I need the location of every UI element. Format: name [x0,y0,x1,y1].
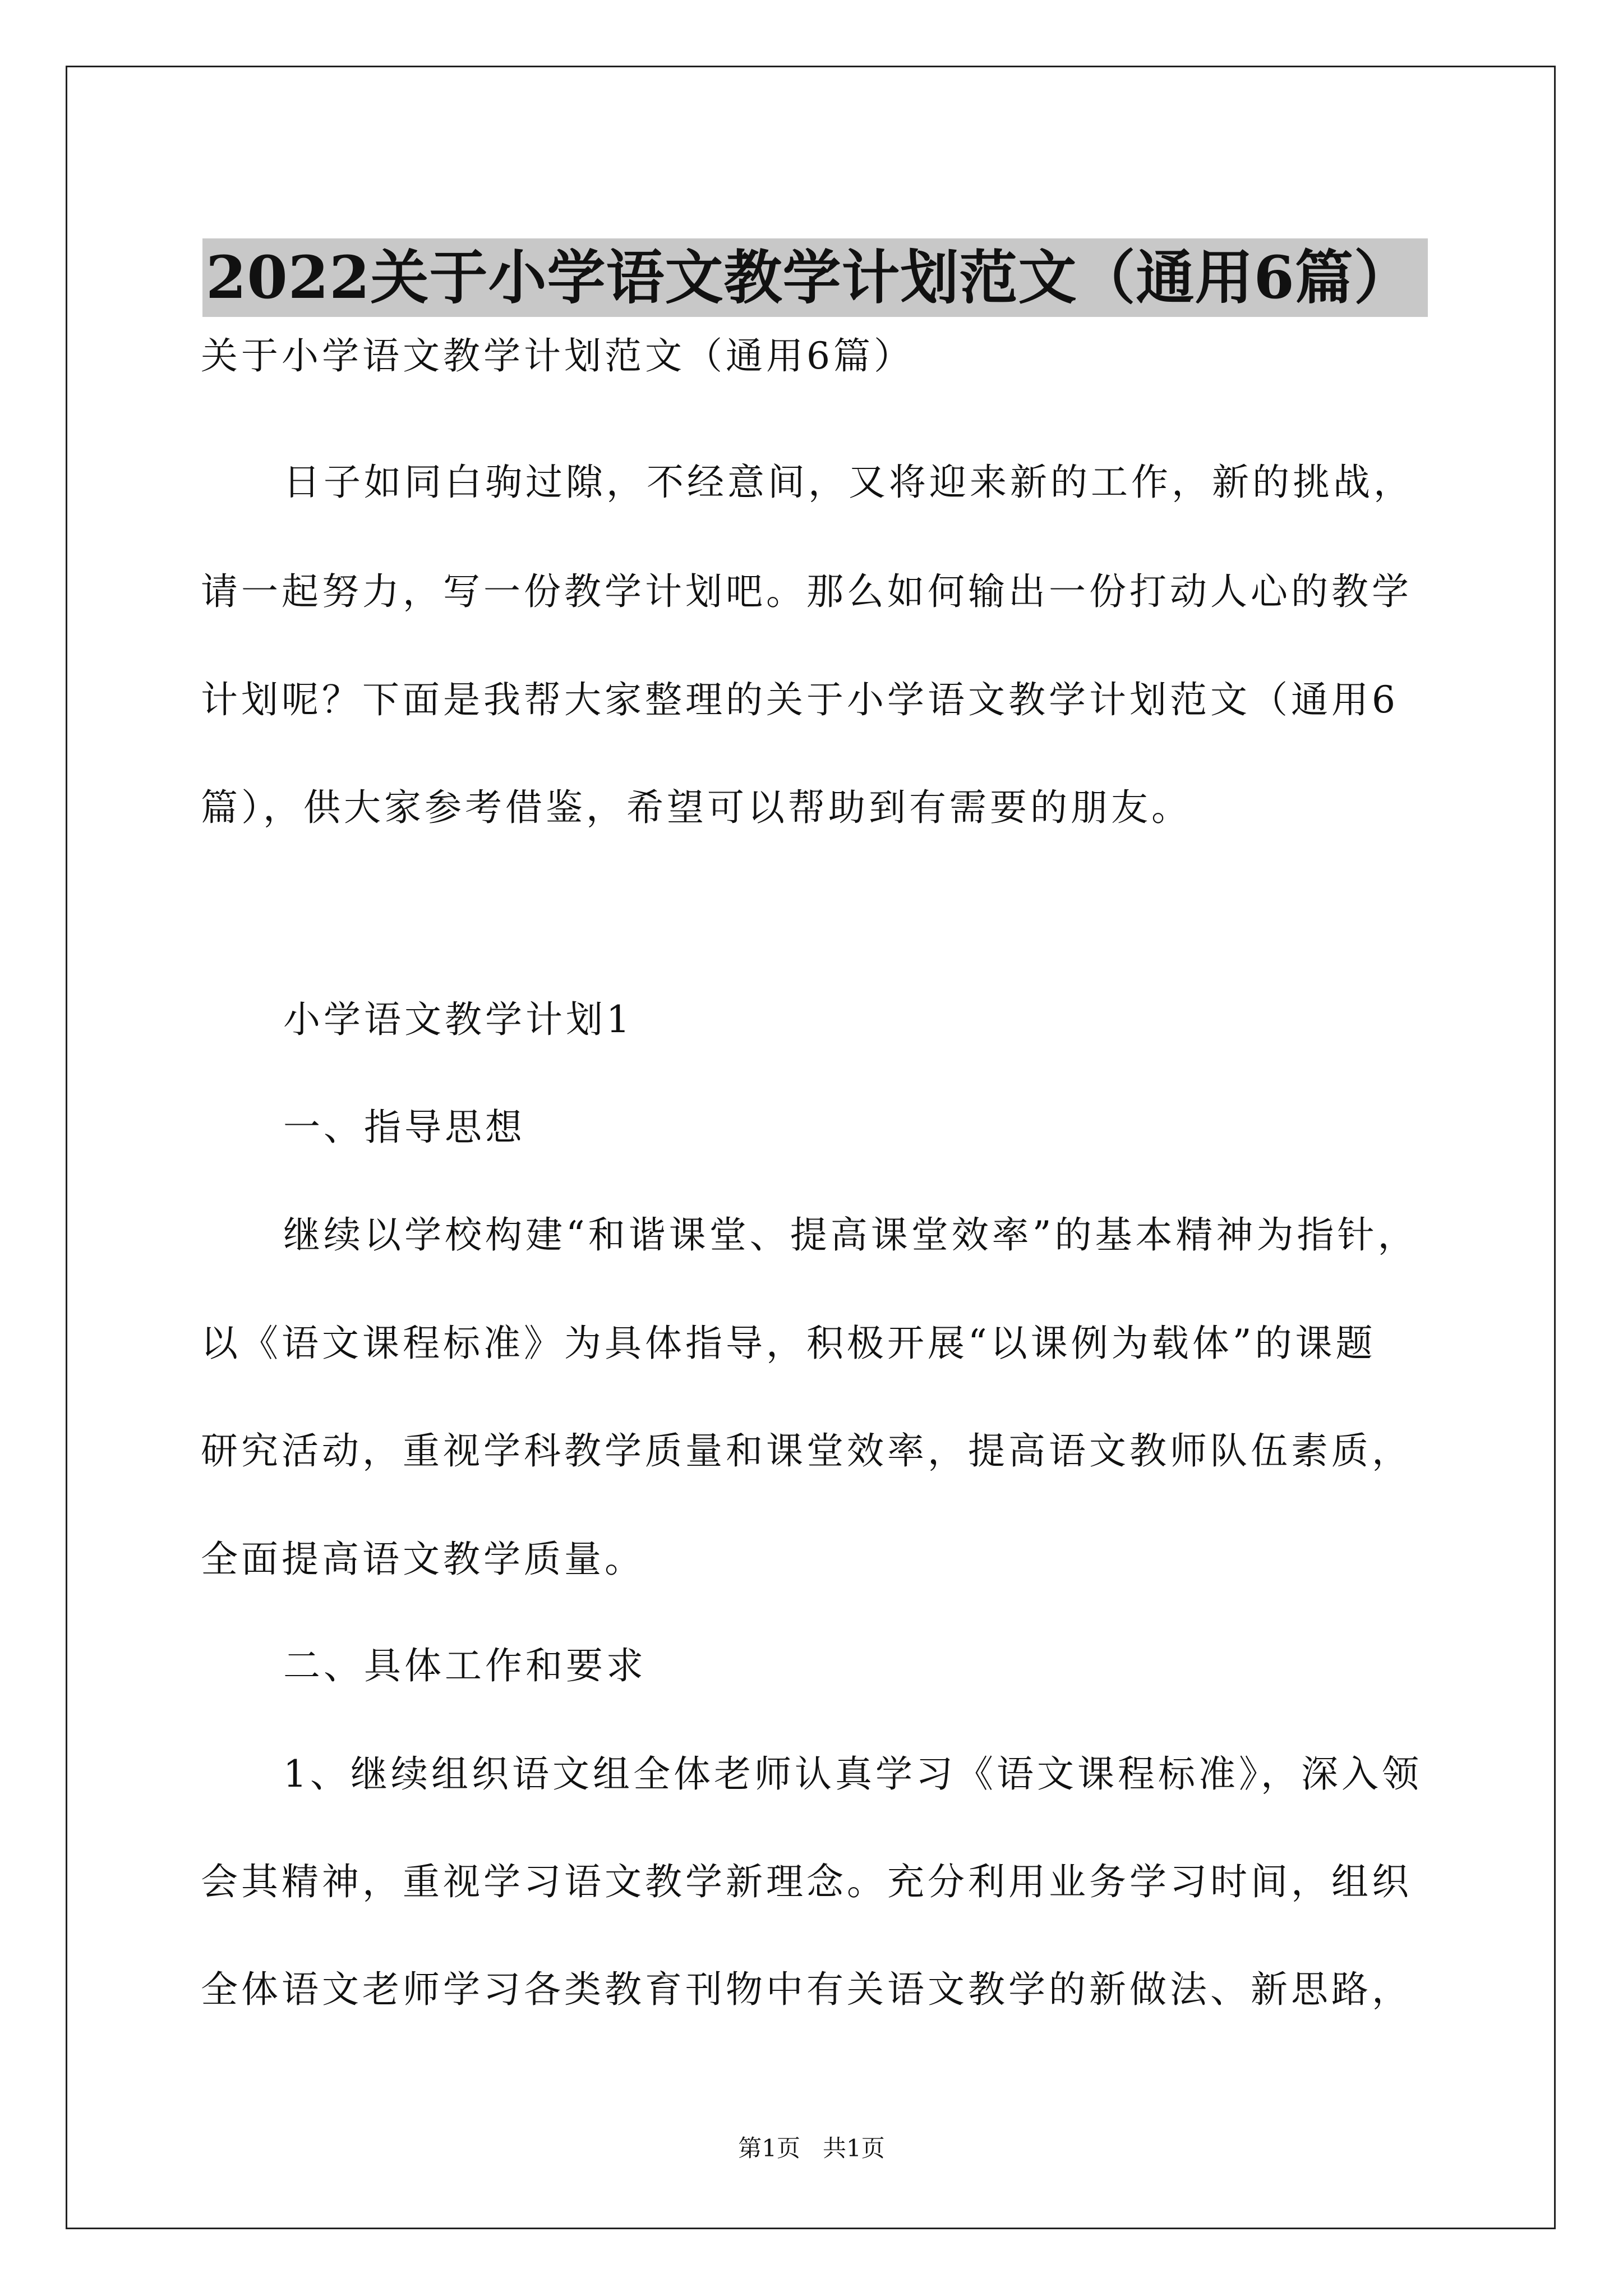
work-line: 会其精神，重视学习语文教学新理念。充分利用业务学习时间，组织 [201,1860,1412,1903]
guideline-line: 以《语文课程标准》为具体指导，积极开展“以课例为载体”的课题 [201,1322,1376,1365]
intro-line: 日子如同白驹过隙，不经意间，又将迎来新的工作，新的挑战， [283,461,1414,504]
work-line: 全体语文老师学习各类教育刊物中有关语文教学的新做法、新思路， [201,1968,1412,2011]
page-footer: 第1页 共1页 [738,2134,885,2162]
heading-work: 二、具体工作和要求 [283,1644,647,1687]
intro-line: 篇），供大家参考借鉴，希望可以帮助到有需要的朋友。 [201,786,1192,829]
intro-line: 计划呢？下面是我帮大家整理的关于小学语文教学计划范文（通用6 [201,678,1399,721]
document-subtitle: 关于小学语文教学计划范文（通用6篇） [201,334,914,378]
document-title: 2022关于小学语文教学计划范文（通用6篇） [202,238,1428,317]
guideline-line: 研究活动，重视学科教学质量和课堂效率，提高语文教师队伍素质， [201,1429,1412,1473]
heading-guideline: 一、指导思想 [283,1106,525,1149]
intro-line: 请一起努力，写一份教学计划吧。那么如何输出一份打动人心的教学 [201,570,1412,613]
section-heading: 小学语文教学计划1 [283,998,633,1041]
guideline-line: 全面提高语文教学质量。 [201,1538,645,1581]
work-line: 1、继续组织语文组全体老师认真学习《语文课程标准》，深入领 [283,1752,1422,1796]
guideline-line: 继续以学校构建“和谐课堂、提高课堂效率”的基本精神为指针， [283,1213,1418,1257]
